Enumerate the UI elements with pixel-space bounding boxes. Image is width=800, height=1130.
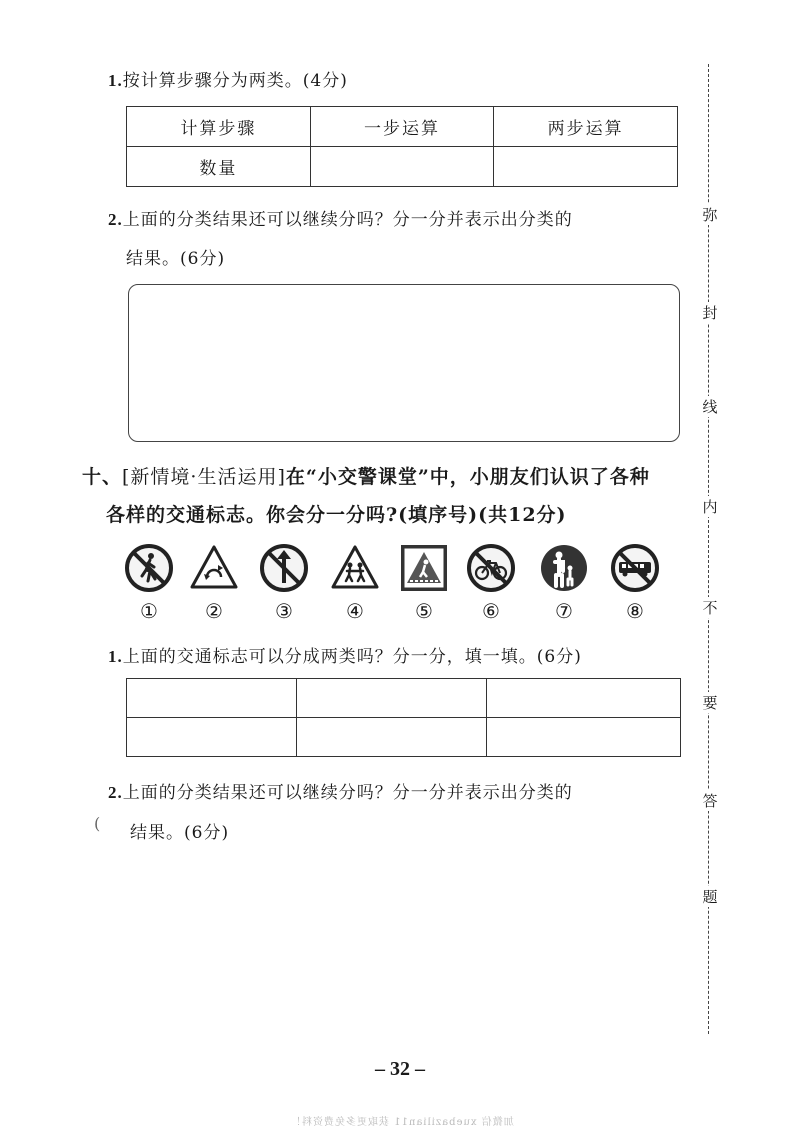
sign-label: ③ — [275, 599, 293, 623]
seal-line-char: 内 — [700, 496, 720, 517]
question-2-further-classify — [108, 205, 573, 230]
question-number: 2. — [108, 783, 123, 802]
question-text: 上面的分类结果还可以继续分吗？分一分并表示出分类的 — [122, 783, 573, 803]
table-cell: 数量 — [127, 147, 311, 187]
answer-cell[interactable] — [494, 147, 678, 187]
bracket-mark: ( — [94, 814, 101, 833]
question-number: 1. — [108, 71, 123, 90]
seal-line-char: 要 — [700, 692, 720, 713]
table-cell: 两步运算 — [494, 107, 678, 147]
answer-cell[interactable] — [487, 679, 681, 718]
question-2-further-classify-signs — [108, 778, 573, 803]
question-number: 1. — [108, 647, 123, 666]
section-number: 十、 — [82, 466, 123, 488]
seal-line-char: 弥 — [700, 204, 720, 225]
sign-label: ⑤ — [415, 599, 433, 623]
question-text-line2: 结果。(6分) — [130, 823, 230, 843]
sign-label: ④ — [346, 599, 364, 623]
no-buses-sign-icon — [610, 543, 660, 593]
question-text: 上面的分类结果还可以继续分吗？分一分并表示出分类的 — [122, 210, 573, 230]
question-text: 上面的交通标志可以分成两类吗？分一分，填一填。(6分) — [122, 647, 582, 667]
section-tag: [新情境·生活运用] — [122, 466, 286, 488]
seal-line-char: 不 — [700, 597, 720, 618]
seal-line-char: 封 — [700, 302, 720, 323]
pedestrian-path-sign-icon — [539, 543, 589, 593]
question-1-classify-signs — [108, 642, 582, 667]
question-text-line2: 结果。(6分) — [126, 249, 226, 269]
section-text: 在“小交警课堂”中，小朋友们认识了各种 — [285, 466, 650, 488]
question-number: 2. — [108, 210, 123, 229]
page-number: – 32 – — [375, 1058, 425, 1080]
section-10-heading-line2: 各样的交通标志。你会分一分吗?(填序号)(共12分) — [106, 504, 567, 526]
pedestrian-crossing-sign-icon — [399, 543, 449, 593]
answer-cell[interactable] — [127, 679, 297, 718]
sign-label: ⑦ — [555, 599, 573, 623]
answer-box[interactable] — [128, 284, 680, 442]
roundabout-warning-sign-icon — [189, 543, 239, 593]
no-straight-ahead-sign-icon — [259, 543, 309, 593]
no-pedestrians-sign-icon — [124, 543, 174, 593]
answer-cell[interactable] — [296, 718, 487, 757]
question-text: 按计算步骤分为两类。(4分) — [122, 71, 348, 91]
seal-line-char: 答 — [700, 790, 720, 811]
sign-classification-table — [126, 678, 681, 757]
answer-cell[interactable] — [487, 718, 681, 757]
counting-steps-table — [126, 106, 678, 187]
question-1-counting-steps — [108, 66, 348, 91]
table-cell: 一步运算 — [310, 107, 494, 147]
seal-line-char: 线 — [700, 396, 720, 417]
seal-line-char: 题 — [700, 886, 720, 907]
sign-label: ⑥ — [482, 599, 500, 623]
sign-label: ② — [205, 599, 223, 623]
sign-label: ⑧ — [626, 599, 644, 623]
no-bicycles-sign-icon — [466, 543, 516, 593]
answer-cell[interactable] — [296, 679, 487, 718]
footer-watermark: 加微信 xuebazilian11 获取更多免费资料！ — [290, 1117, 514, 1128]
sign-label: ① — [140, 599, 158, 623]
children-crossing-warning-sign-icon — [330, 543, 380, 593]
table-cell: 计算步骤 — [127, 107, 311, 147]
section-10-heading — [82, 462, 650, 489]
answer-cell[interactable] — [127, 718, 297, 757]
answer-cell[interactable] — [310, 147, 494, 187]
